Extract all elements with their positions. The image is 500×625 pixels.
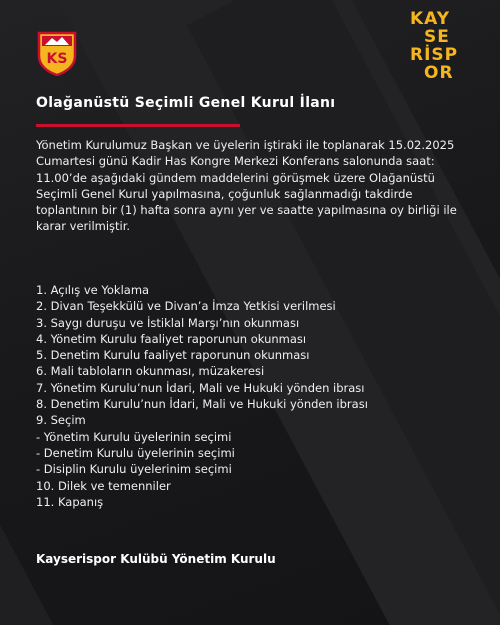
- title-underline: [36, 124, 240, 127]
- agenda-item: 10. Dilek ve temenniler: [36, 478, 171, 493]
- kayserispor-logo-icon: [36, 30, 78, 76]
- agenda-subitem: - Yönetim Kurulu üyelerinin seçimi: [36, 429, 232, 444]
- wordmark-line: RİSP: [410, 45, 459, 65]
- agenda-item: 11. Kapanış: [36, 494, 104, 509]
- agenda-list: [36, 282, 466, 510]
- agenda-item: 9. Seçim: [36, 413, 86, 428]
- signature: Kayserispor Kulübü Yönetim Kurulu: [36, 552, 276, 566]
- announcement-title: Olağanüstü Seçimli Genel Kurul İlanı: [36, 95, 336, 111]
- agenda-item: 3. Saygı duruşu ve İstiklal Marşı’nın okunması: [36, 315, 300, 330]
- agenda-item: 7. Yönetim Kurulu’nun İdari, Mali ve Hukuki yönden ibrası: [36, 380, 365, 395]
- agenda-subitem: - Denetim Kurulu üyelerinin seçimi: [36, 445, 235, 460]
- agenda-item: 2. Divan Teşekkülü ve Divan’a İmza Yetkisi verilmesi: [36, 299, 336, 314]
- agenda-subitem: - Disiplin Kurulu üyelerinim seçimi: [36, 462, 232, 477]
- kayserispor-wordmark: [410, 10, 486, 82]
- agenda-item: 4. Yönetim Kurulu faaliyet raporunun okunması: [36, 331, 307, 346]
- agenda-item: 6. Mali tabloların okunması, müzakeresi: [36, 364, 265, 379]
- announcement-intro: Yönetim Kurulumuz Başkan ve üyelerin iştiraki ile toplanarak 15.02.2025 Cumartesi günü Kadir Has Kongre Merkezi Konferans salonunda saat: 11.00’de aşağıdaki gündem maddelerini görüşmek üzere Olağanüstü Seçimli Genel Kurul yapılmasına, çoğunluk sağlanmadığı takdirde toplantının bir (1) hafta sonra aynı yer ve saatte yapılmasına oy birliği ile karar verilmiştir.: [36, 138, 457, 234]
- logo-letters: KS: [46, 51, 68, 67]
- agenda-item: 1. Açılış ve Yoklama: [36, 283, 150, 297]
- agenda-item: 5. Denetim Kurulu faaliyet raporunun okunması: [36, 348, 310, 363]
- wordmark-line: KAY: [410, 9, 451, 29]
- wordmark-line: OR: [424, 63, 454, 83]
- agenda-item: 8. Denetim Kurulu’nun İdari, Mali ve Hukuki yönden ibrası: [36, 397, 368, 412]
- wordmark-line: SE: [424, 27, 450, 47]
